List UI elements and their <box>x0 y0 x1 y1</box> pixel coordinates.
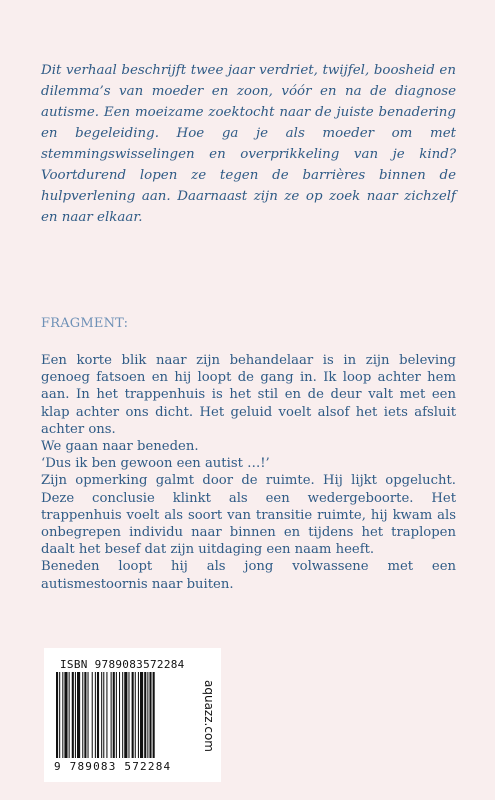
back-cover-blurb: Dit verhaal beschrijft twee jaar verdriet, twijfel, boosheid en dilemma’s van moeder en zoon, vóór en na de diagnose autisme. Een moeizame zoektocht naar de juiste benadering en begeleiding. Hoe ga je als moeder om met stemmingswisselingen en overprikkeling van je kind? Voortdurend lopen ze tegen de barrières binnen de hulpverlening aan. Daarnaast zijn ze op zoek naar zichzelf en naar elkaar. <box>41 63 456 225</box>
fragment-paragraph: Zijn opmerking galmt door de ruimte. Hij lijkt opgelucht. Deze conclusie klinkt als een wedergeboorte. Het trappenhuis voelt als soort van transitie ruimte, hij kwam als onbegrepen individu naar binnen en tijdens het traplopen daalt het besef dat zijn uitdaging een naam heeft. <box>41 473 456 558</box>
barcode-block <box>44 648 221 782</box>
publisher-url: aquazz.com <box>202 680 216 752</box>
fragment-paragraph: ‘Dus ik ben gewoon een autist …!’ <box>41 456 270 472</box>
fragment-text <box>41 352 456 593</box>
barcode-icon <box>54 672 194 768</box>
fragment-heading: FRAGMENT: <box>41 316 129 331</box>
isbn-label: ISBN 9789083572284 <box>60 658 185 671</box>
fragment-paragraph: We gaan naar beneden. <box>41 439 199 455</box>
fragment-paragraph: Een korte blik naar zijn behandelaar is in zijn beleving genoeg fatsoen en hij loopt de gang in. Ik loop achter hem aan. In het trappenhuis is het stil en de deur valt met een klap achter ons dicht. Het geluid voelt alsof het iets afsluit achter ons. <box>41 353 456 437</box>
barcode-digits: 9 789083 572284 <box>54 760 172 773</box>
fragment-paragraph: Beneden loopt hij als jong volwassene met een autismestoornis naar buiten. <box>41 559 456 592</box>
